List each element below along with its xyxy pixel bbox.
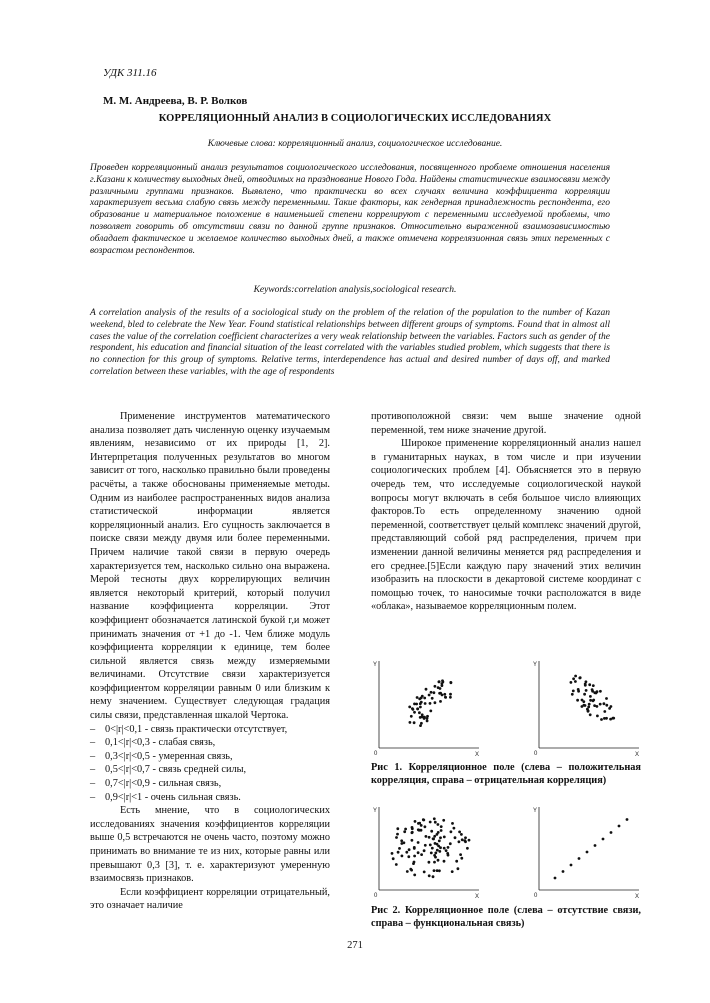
scatter-point	[574, 680, 577, 683]
scatter-point	[438, 850, 441, 853]
scatter-point	[602, 838, 605, 841]
scatter-point	[449, 696, 452, 699]
figure-2-caption: Рис 2. Корреляционное поле (слева – отсутствие связи, справа – функциональная связь)	[371, 905, 641, 930]
scatter-point	[594, 844, 597, 847]
scatter-point	[589, 695, 592, 698]
abstract-ru: Проведен корреляционный анализ результатов социологического исследования, посвященного проблеме отношения населения г.Казани к количеству выходных дней, отводимых на празднование Нового Года. Найдены статистические взаимосвязи между различными группами признаков. Выявлено, что практически во всех случаях величина коэффициента корреляции характеризует весьма слабую связь между переменными. Такие факторы, как гендерная принадлежность респондента, его образование и материальное положение в наименьшей степени коррелируют с переменными исследуемой проблемы, что позволяет говорить об отсутствии связи по данной группе признаков. Относительно выраженной взаимозависимостью обладает фактическое и желаемое количество выходных дней, а также отмечена коррелязионная связь этих переменных с возрастом респондентов.	[90, 163, 610, 256]
scatter-point	[438, 680, 441, 683]
scatter-point	[428, 694, 431, 697]
list-item: – 0,7<|r|<0,9 - сильная связь,	[90, 777, 330, 791]
keywords-en: Keywords:correlation analysis,sociological research.	[253, 285, 457, 295]
udk-code: УДК 311.16	[103, 67, 157, 79]
scatter-point	[588, 703, 591, 706]
scatter-point	[431, 697, 434, 700]
scatter-point	[423, 849, 426, 852]
scatter-point	[418, 711, 421, 714]
scatter-point	[403, 830, 406, 833]
scatter-point	[442, 819, 445, 822]
scatter-point	[424, 702, 427, 705]
scatter-point	[429, 844, 432, 847]
scatter-point	[451, 822, 454, 825]
x-axis-label: X	[475, 752, 480, 758]
scatter-point	[443, 847, 446, 850]
scatter-point	[587, 709, 590, 712]
scatter-point	[576, 699, 579, 702]
scatter-point	[400, 839, 403, 842]
scatter-point	[423, 871, 426, 874]
scatter-point	[562, 870, 565, 873]
scatter-point	[600, 718, 603, 721]
figure-2-plots	[371, 802, 641, 900]
scatter-point	[589, 713, 592, 716]
scatter-point	[554, 877, 557, 880]
scatter-point	[409, 721, 412, 724]
column-right	[371, 410, 641, 614]
scatter-point	[413, 847, 416, 850]
scatter-point	[571, 693, 574, 696]
scatter-point	[436, 849, 439, 852]
scatter-point	[457, 867, 460, 870]
scatter-point	[588, 683, 591, 686]
scatter-point	[407, 855, 410, 858]
scatter-point	[432, 838, 435, 841]
scatter-point	[572, 690, 575, 693]
scatter-point	[413, 855, 416, 858]
scatter-point	[610, 831, 613, 834]
plot-negative-correlation	[533, 661, 639, 758]
page-number: 271	[347, 940, 363, 951]
scatter-point	[438, 840, 441, 843]
column-left	[90, 410, 330, 913]
scatter-point	[440, 829, 443, 832]
scatter-point	[424, 825, 427, 828]
scatter-point	[408, 706, 411, 709]
scatter-point	[572, 677, 575, 680]
paragraph-humanities: Широкое применение корреляционный анализ нашел в гуманитарных науках, в том числе и при изучении социологических проблем [4]. Объясняется это в первую очередь тем, что исследуемые социологической наукой вопросы могут включать в себя большое число влияющих факторов.То есть определенному значению одной переменной, соответствует целый комплекс значений другой, представляющий собой ряд распределения, причем при изменении данной величины меняется ряд распределения и его среднее.[5]Если каждую пару значений этих величин изобразить на плоскости в декартовой системе координат с помощью точек, то наносимые точки расположатся в виде «облака», называемое корреляционным полем.	[371, 438, 641, 613]
scatter-point	[425, 688, 428, 691]
x-axis-label: X	[475, 894, 480, 900]
origin-label: 0	[374, 893, 378, 899]
scatter-point	[434, 821, 437, 824]
scatter-point	[450, 681, 453, 684]
list-item: – 0,1<|r|<0,3 - слабая связь,	[90, 736, 330, 750]
scatter-point	[587, 706, 590, 709]
scatter-point	[392, 857, 395, 860]
scatter-point	[454, 836, 457, 839]
x-axis-label: X	[635, 752, 640, 758]
scatter-point	[586, 851, 589, 854]
scatter-point	[578, 677, 581, 680]
figure-1	[371, 656, 641, 759]
scatter-point	[443, 693, 446, 696]
list-item: – 0,5<|r|<0,7 - связь средней силы,	[90, 763, 330, 777]
scatter-point	[437, 823, 440, 826]
scatter-point	[423, 717, 426, 720]
paragraph-continuation: противоположной связи: чем выше значение одной переменной, тем ниже значение другой.	[371, 411, 641, 436]
plot-functional-relation	[533, 807, 639, 900]
scatter-point	[626, 818, 629, 821]
scatter-point	[420, 697, 423, 700]
scatter-point	[578, 857, 581, 860]
scatter-point	[417, 851, 420, 854]
scatter-point	[458, 840, 461, 843]
scatter-point	[577, 690, 580, 693]
scatter-point	[451, 870, 454, 873]
scatter-point	[411, 839, 414, 842]
scatter-point	[592, 699, 595, 702]
scatter-point	[391, 852, 394, 855]
scatter-point	[430, 830, 433, 833]
origin-label: 0	[534, 751, 538, 757]
scatter-point	[420, 853, 423, 856]
scatter-point	[603, 710, 606, 713]
scatter-point	[433, 869, 436, 872]
scatter-point	[460, 857, 463, 860]
origin-label: 0	[534, 893, 538, 899]
scatter-point	[605, 704, 608, 707]
scatter-point	[468, 839, 471, 842]
scatter-point	[584, 684, 587, 687]
scatter-point	[437, 845, 440, 848]
chertok-scale-list	[90, 723, 330, 805]
scatter-point	[411, 826, 414, 829]
scatter-point	[419, 702, 422, 705]
scatter-point	[420, 829, 423, 832]
scatter-point	[605, 697, 608, 700]
scatter-point	[424, 844, 427, 847]
authors: М. М. Андреева, В. Р. Волков	[103, 95, 248, 107]
scatter-point	[410, 869, 413, 872]
scatter-point	[440, 825, 443, 828]
plot-positive-correlation	[373, 661, 479, 758]
scatter-point	[439, 836, 442, 839]
scatter-point	[458, 831, 461, 834]
scatter-point	[434, 842, 437, 845]
scatter-point	[608, 707, 611, 710]
scatter-point	[405, 851, 408, 854]
scatter-point	[420, 824, 423, 827]
scatter-point	[432, 875, 435, 878]
scatter-point	[416, 696, 419, 699]
scatter-point	[461, 838, 464, 841]
scatter-point	[413, 861, 416, 864]
scatter-point	[417, 822, 420, 825]
scatter-point	[434, 852, 437, 855]
scatter-point	[589, 699, 592, 702]
scatter-point	[460, 833, 463, 836]
scatter-points	[408, 679, 452, 727]
paragraph-negative: Если коэффициент корреляции отрицательный, это означает наличие	[90, 886, 330, 912]
scatter-points	[570, 675, 616, 721]
list-item: – 0,9<|r|<1 - очень сильная связь.	[90, 791, 330, 805]
scatter-point	[463, 839, 466, 842]
scatter-point	[585, 689, 588, 692]
scatter-point	[401, 855, 404, 858]
scatter-point	[464, 836, 467, 839]
scatter-point	[449, 693, 452, 696]
scatter-point	[403, 841, 406, 844]
scatter-point	[439, 687, 442, 690]
scatter-point	[430, 852, 433, 855]
plot-no-correlation	[373, 807, 479, 900]
y-axis-label: Y	[373, 662, 378, 668]
keywords-ru: Ключевые слова: корреляционный анализ, социологическое исследование.	[207, 139, 503, 149]
scatter-point	[413, 721, 416, 724]
scatter-point	[422, 818, 425, 821]
scatter-point	[459, 853, 462, 856]
scatter-point	[428, 874, 431, 877]
paragraph-opinion: Есть мнение, что в социологических исследованиях значения коэффициентов корреляции выше 0,5 встречаются не очень часто, поэтому можно принимать во внимание те из них, которые равны или превышают 0,3 [3], т. е. характеризуют умеренную взаимосвязь признаков.	[90, 805, 330, 885]
scatter-point	[433, 861, 436, 864]
scatter-point	[437, 831, 440, 834]
scatter-point	[449, 842, 452, 845]
scatter-point	[438, 869, 441, 872]
scatter-point	[439, 692, 442, 695]
scatter-point	[396, 827, 399, 830]
figure-1-plots	[371, 656, 641, 759]
x-axis-label: X	[635, 894, 640, 900]
scatter-point	[434, 856, 437, 859]
scatter-point	[591, 688, 594, 691]
list-item: – 0,3<|r|<0,5 - умеренная связь,	[90, 750, 330, 764]
y-axis-label: Y	[373, 808, 378, 814]
origin-label: 0	[374, 751, 378, 757]
y-axis-label: Y	[533, 662, 538, 668]
scatter-point	[410, 715, 413, 718]
scatter-point	[599, 703, 602, 706]
scatter-point	[603, 702, 606, 705]
scatter-point	[428, 861, 431, 864]
scatter-point	[450, 830, 453, 833]
scatter-point	[430, 691, 433, 694]
scatter-point	[413, 874, 416, 877]
scatter-point	[574, 675, 577, 678]
figure-1-caption: Рис 1. Корреляционное поле (слева – положительная корреляция, справа – отрицательная корреляция)	[371, 762, 641, 787]
scatter-point	[431, 847, 434, 850]
scatter-point	[416, 707, 419, 710]
scatter-point	[439, 700, 442, 703]
scatter-point	[455, 860, 458, 863]
scatter-point	[599, 690, 602, 693]
scatter-point	[596, 715, 599, 718]
scatter-point	[434, 685, 437, 688]
scatter-point	[426, 720, 429, 723]
scatter-point	[423, 697, 426, 700]
scatter-point	[593, 704, 596, 707]
scatter-point	[411, 831, 414, 834]
scatter-point	[396, 833, 399, 836]
scatter-point	[412, 708, 415, 711]
scatter-point	[428, 836, 431, 839]
scatter-point	[434, 701, 437, 704]
figure-2	[371, 802, 641, 900]
scatter-point	[437, 859, 440, 862]
scatter-point	[596, 690, 599, 693]
scatter-point	[441, 679, 444, 682]
scatter-point	[433, 691, 436, 694]
scatter-point	[570, 864, 573, 867]
scatter-point	[426, 715, 429, 718]
scatter-point	[618, 825, 621, 828]
paragraph-intro: Применение инструментов математического анализа позволяет дать численную оценку изучаемым явлениям, независимо от их природы [1, 2]. Интерпретация полученных результатов во многом зависит от того, насколько правильно были проведены расчёты, а также обоснованы применяемые методы. Одним из наиболее распространенных видов анализа статистической информации является корреляционный анализ. Его сущность заключается в поиске связи между двумя или более переменными. Причем наличие такой связи в первую очередь характеризуется тем, насколько сильно она выражена. Мерой тесноты двух коррелирующих величин является некоторый критерий, который получил название коэффициента корреляции. Этот коэффициент обозначается латинской букой r,и может принимать значения от +1 до -1. Чем ближе модуль коэффициента корреляции к единице, тем более сильной является связь между измеряемыми величинами. Отсутствие связи характеризуется коэффициентом корреляции равным 0 или близким к нему значением. Существует следующая градация силы связи, представленная шкалой Чертока.	[90, 411, 330, 722]
scatter-point	[444, 696, 447, 699]
scatter-points	[554, 818, 629, 879]
scatter-point	[583, 704, 586, 707]
scatter-point	[447, 846, 450, 849]
list-item: – 0<|r|<0,1 - связь практически отсутствует,	[90, 723, 330, 737]
scatter-point	[585, 680, 588, 683]
scatter-point	[443, 860, 446, 863]
scatter-point	[453, 827, 456, 830]
scatter-point	[395, 836, 398, 839]
scatter-point	[592, 684, 595, 687]
scatter-point	[425, 835, 428, 838]
scatter-point	[466, 847, 469, 850]
scatter-point	[417, 841, 420, 844]
scatter-point	[404, 828, 407, 831]
scatter-point	[419, 706, 422, 709]
scatter-point	[395, 863, 398, 866]
abstract-en: A correlation analysis of the results of a sociological study on the problem of the relation of the population to the number of Kazan weekend, bled to celebrate the New Year. Found statistical relationships between different groups of symptoms. Found that in almost all cases the value of the correlation coefficient characterizes a very weak relationship between the variables. Factors such as gender of the respondent, his education and financial situation of the least correlated with the variables studied problem, which suggests that there is no connection for this group of symptoms. Relative terms, interdependence has actual and desired number of days off, and marked correlation between these variables, with the age of respondents	[90, 308, 610, 377]
scatter-point	[583, 693, 586, 696]
scatter-point	[581, 699, 584, 702]
scatter-point	[408, 848, 411, 851]
scatter-points	[391, 817, 471, 878]
scatter-point	[612, 717, 615, 720]
scatter-point	[429, 710, 432, 713]
scatter-point	[429, 821, 432, 824]
scatter-point	[415, 703, 418, 706]
scatter-point	[419, 724, 422, 727]
scatter-point	[397, 851, 400, 854]
scatter-point	[414, 820, 417, 823]
scatter-point	[413, 711, 416, 714]
scatter-point	[447, 854, 450, 857]
scatter-point	[398, 847, 401, 850]
scatter-point	[441, 684, 444, 687]
scatter-point	[429, 702, 432, 705]
scatter-point	[433, 835, 436, 838]
scatter-point	[443, 836, 446, 839]
scatter-point	[603, 717, 606, 720]
scatter-point	[445, 849, 448, 852]
paper-title: КОРРЕЛЯЦИОННЫЙ АНАЛИЗ В СОЦИОЛОГИЧЕСКИХ ИССЛЕДОВАНИЯХ	[158, 113, 552, 124]
scatter-point	[406, 870, 409, 873]
scatter-point	[433, 817, 436, 820]
scatter-point	[570, 681, 573, 684]
y-axis-label: Y	[533, 808, 538, 814]
